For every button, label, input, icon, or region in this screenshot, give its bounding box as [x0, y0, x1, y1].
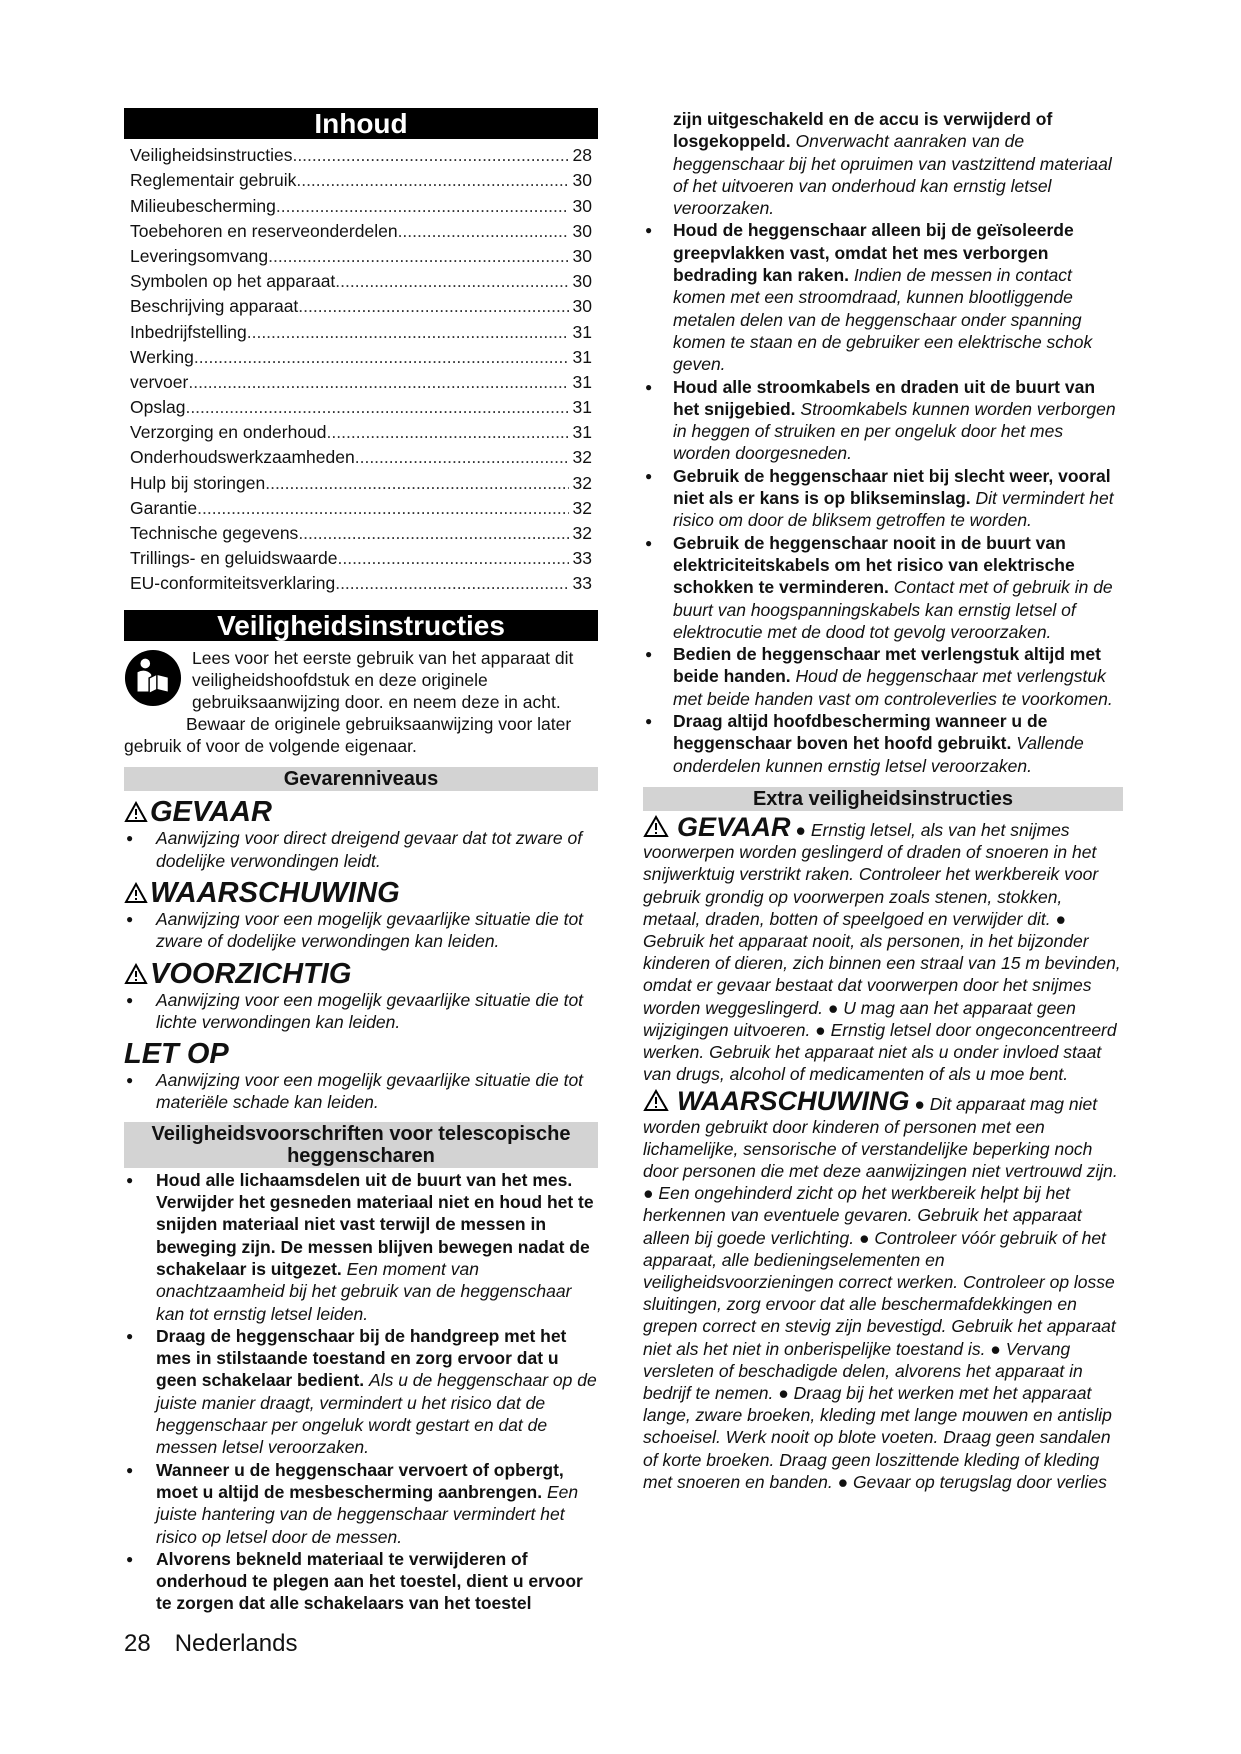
rule-bold: Houd alle lichaamsdelen uit de buurt van het mes. Verwijder het gesneden materiaal niet en houd het te snijden materiaal niet vast terwijl de messen in beweging zijn. De messen blijven bewegen nadat de schakelaar is uitgezet. — [156, 1169, 594, 1279]
rules-list-right — [643, 219, 1123, 776]
extra-waarschuwing-text: ● Dit apparaat mag niet worden gebruikt door kinderen of personen met een lichamelijke, sensorische of verstandelijke beperking noch door personen die met deze aanwijzingen niet vertrouwd zijn. ● Een ongehinderd zicht op het werkbereik helpt bij het herkennen van eventuele gevaren. Gebruik het apparaat alleen bij goede verlichting. ● Controleer vóór gebruik of het apparaat, alle bedieningselementen en veiligheidsvoorzieningen correct werken. Controleer op losse sluitingen, zorg ervoor dat alle beschermafdekkingen en grepen correct en stevig zijn bevestigd. Gebruik het apparaat niet als het niet in onberispelijke toestand is. ● Vervang versleten of beschadigde delen, alvorens het apparaat in bedrijf te nemen. ● Draag bij het werken met het apparaat lange, zware broeken, kleding met lange mouwen en antislip schoeisel. Werk nooit op blote voeten. Draag geen sandalen of korte broeken. Draag geen loszittende kleding of kleding met snoeren en banden. ● Gevaar op terugslag door verlies — [643, 1094, 1118, 1492]
continued-bold: zijn uitgeschakeld en de accu is verwijderd of losgekoppeld. — [673, 109, 1053, 152]
toc-page: 31 — [572, 422, 592, 443]
toc-leader — [398, 219, 569, 244]
rule-item — [124, 1459, 598, 1548]
rule-bold: Houd alle stroomkabels en draden uit de buurt van het snijgebied. — [673, 376, 1096, 419]
intro-text-a: Lees voor het eerste gebruik van het apparaat dit veiligheidshoofdstuk en deze originele gebruiksaanwijzing door. en neem deze in acht. — [192, 648, 574, 713]
toc-page: 30 — [572, 170, 592, 191]
continued-item — [643, 108, 1123, 219]
rule-bold: Draag altijd hoofdbescherming wanneer u de heggenschaar boven het hoofd gebruikt. — [673, 711, 1048, 754]
toc-entry[interactable] — [130, 370, 592, 395]
safety-intro — [124, 645, 598, 757]
page-number: 28 — [124, 1630, 151, 1657]
warning-triangle-icon — [124, 801, 148, 823]
rule-italic: Vallende onderdelen kunnen ernstig letsel veroorzaken. — [673, 733, 1084, 776]
toc-entry[interactable] — [130, 294, 592, 319]
toc-label: Beschrijving apparaat — [130, 296, 299, 317]
toc-page: 33 — [572, 548, 592, 569]
rule-bold: Alvorens bekneld materiaal te verwijderen of onderhoud te plegen aan het toestel, dient u ervoor te zorgen dat alle schakelaars van het toestel — [156, 1548, 583, 1614]
toc-label: Hulp bij storingen — [130, 472, 266, 493]
toc-page: 30 — [572, 296, 592, 317]
toc-entry[interactable] — [130, 420, 592, 445]
toc-label: vervoer — [130, 371, 189, 392]
toc-entry[interactable] — [130, 470, 592, 495]
rule-item — [643, 532, 1123, 643]
toc-page: 30 — [572, 245, 592, 266]
rule-bold: Wanneer u de heggenschaar vervoert of opbergt, moet u altijd de mesbescherming aanbrengen. — [156, 1459, 564, 1502]
toc-leader — [185, 395, 568, 420]
toc-page: 32 — [572, 497, 592, 518]
toc-entry[interactable] — [130, 546, 592, 571]
toc-leader — [247, 320, 569, 345]
warning-triangle-icon — [124, 963, 148, 985]
toc-leader — [197, 496, 568, 521]
toc-list — [130, 143, 592, 596]
rule-bold: Houd de heggenschaar alleen bij de geïsoleerde greepvlakken vast, omdat het mes verborgen bedrading kan raken. — [673, 220, 1074, 286]
toc-leader — [296, 168, 568, 193]
toc-page: 30 — [572, 195, 592, 216]
hazard-label: LET OP — [124, 1038, 229, 1071]
toc-label: Reglementair gebruik — [130, 170, 297, 191]
toc-label: Leveringsomvang — [130, 245, 269, 266]
toc-entry[interactable] — [130, 193, 592, 218]
toc-entry[interactable] — [130, 219, 592, 244]
extra-gevaar-label: GEVAAR — [677, 811, 791, 842]
toc-leader — [188, 370, 568, 395]
toc-page: 32 — [572, 523, 592, 543]
intro-text-b: Bewaar de originele gebruiksaanwijzing voor later gebruik of voor de volgende eigenaar. — [124, 714, 572, 757]
toc-leader — [298, 294, 568, 319]
toc-page: 28 — [572, 145, 592, 166]
toc-label: Toebehoren en reserveonderdelen — [130, 220, 398, 241]
toc-label: Onderhoudswerkzaamheden — [130, 447, 355, 468]
warning-triangle-icon — [643, 815, 669, 838]
extra-gevaar — [643, 811, 1123, 1085]
toc-page: 31 — [572, 321, 592, 342]
hazard-description: ● Aanwijzing voor direct dreigend gevaar dat tot zware of dodelijke verwondingen leidt. — [124, 827, 598, 872]
toc-page: 30 — [572, 220, 592, 241]
rules-list-left — [124, 1169, 598, 1615]
toc-page: 31 — [572, 397, 592, 418]
hazard-heading — [124, 959, 598, 989]
page-footer — [124, 1630, 321, 1658]
rule-bold: Bedien de heggenschaar met verlengstuk altijd met beide handen. — [673, 644, 1101, 687]
rule-item — [643, 710, 1123, 777]
extra-gevaar-text: ● Ernstig letsel, als van het snijmes voorwerpen worden geslingerd of draden of snoeren in het snijwerktuig verstrikt raken. Controleer het werkbereik voor gebruik grondig op voorwerpen zoals stenen, stokken, metaal, draden, botten of speelgoed en verwijder dit. ● Gebruik het apparaat nooit, als personen, in het bijzonder kinderen of dieren, zich binnen een straal van 15 m bevinden, omdat er gevaar bestaat dat voorwerpen door het snijmes worden weggeslingerd. ● U mag aan het apparaat geen wijzigingen uitvoeren. ● Ernstig letsel door ongeconcentreerd werken. Gebruik het apparaat niet als u onder invloed staat van drugs, alcohol of medicamenten of als u moe bent. — [643, 819, 1121, 1085]
rule-bold: Draag de heggenschaar bij de handgreep met het mes in stilstaande toestand en zorg ervoor dat u geen schakelaar bedient. — [156, 1325, 567, 1391]
toc-label: Opslag — [130, 397, 186, 418]
toc-page: 30 — [572, 271, 592, 292]
right-column — [643, 108, 1123, 1493]
hazard-heading — [124, 1039, 598, 1069]
toc-entry[interactable] — [130, 168, 592, 193]
toc-leader — [327, 420, 569, 445]
toc-label: EU-conformiteitsverklaring — [130, 573, 336, 594]
extra-title: Extra veiligheidsinstructies — [643, 787, 1123, 811]
extra-waarschuwing — [643, 1086, 1123, 1493]
rule-italic: Als u de heggenschaar op de juiste manier draagt, vermindert u het risico dat de heggenschaar per ongeluk wordt gestart en dat de messen letsel veroorzaken. — [156, 1370, 597, 1458]
rule-item — [124, 1325, 598, 1459]
hazard-description: ● Aanwijzing voor een mogelijk gevaarlijke situatie die tot zware of dodelijke verwondingen kan leiden. — [124, 908, 598, 953]
levels-list — [124, 797, 598, 1113]
toc-leader — [276, 194, 569, 219]
toc-leader — [335, 269, 568, 294]
toc-label: Milieubescherming — [130, 195, 276, 216]
toc-entry[interactable] — [130, 521, 592, 546]
hazard-label: GEVAAR — [150, 796, 272, 829]
toc-entry[interactable] — [130, 143, 592, 168]
rule-italic: Een moment van onachtzaamheid bij het gebruik van de heggenschaar kan tot ernstig letsel leiden. — [156, 1258, 572, 1324]
toc-leader — [335, 571, 568, 596]
toc-leader — [338, 546, 569, 571]
toc-label: Verzorging en onderhoud — [130, 422, 327, 443]
hazard-label: WAARSCHUWING — [150, 876, 400, 909]
toc-leader — [265, 471, 568, 496]
rule-item — [124, 1169, 598, 1325]
toc-page: 33 — [572, 573, 592, 594]
toc-label: Trillings- en geluidswaarde — [130, 548, 338, 569]
toc-page: 31 — [572, 371, 592, 392]
toc-entry[interactable] — [130, 445, 592, 470]
rule-bold: Gebruik de heggenschaar nooit in de buurt van elektriciteitskabels om het risico van elektrische schokken te verminderen. — [673, 532, 1075, 598]
toc-leader — [355, 445, 569, 470]
toc-label: Garantie — [130, 497, 198, 518]
read-manual-icon — [124, 649, 182, 707]
warning-triangle-icon — [643, 1089, 669, 1112]
toc-page: 32 — [572, 472, 592, 493]
left-column — [124, 108, 598, 1615]
rule-item — [643, 219, 1123, 375]
toc-entry[interactable] — [130, 269, 592, 294]
toc-entry[interactable] — [130, 345, 592, 370]
hazard-description: ● Aanwijzing voor een mogelijk gevaarlijke situatie die tot materiële schade kan leiden. — [124, 1069, 598, 1114]
toc-label: Symbolen op het apparaat — [130, 271, 336, 292]
continued-italic: Onverwacht aanraken van de heggenschaar bij het opruimen van vastzittend materiaal of het uitvoeren van onderhoud kan ernstig letsel veroorzaken. — [673, 131, 1112, 219]
rule-italic: Dit vermindert het risico om door de bliksem getroffen te worden. — [673, 488, 1114, 531]
toc-entry[interactable] — [130, 496, 592, 521]
toc-page: 31 — [572, 346, 592, 367]
toc-leader — [298, 521, 568, 546]
toc-entry[interactable] — [130, 319, 592, 344]
rule-italic: Houd de heggenschaar met verlengstuk met beide handen vast om controleverlies te voorkomen. — [673, 666, 1113, 709]
rule-italic: Stroomkabels kunnen worden verborgen in heggen of struiken en per ongeluk door het mes worden doorgesneden. — [673, 398, 1116, 464]
warning-triangle-icon — [124, 882, 148, 904]
toc-page: 32 — [572, 447, 592, 468]
rules-title: Veiligheidsvoorschriften voor telescopische heggenscharen — [124, 1122, 598, 1168]
toc-label: Veiligheidsinstructies — [130, 145, 293, 166]
toc-leader — [194, 345, 569, 370]
rule-italic: Indien de messen in contact komen met een stroomdraad, kunnen blootliggende metalen delen van de heggenschaar onder spanning komen te staan en de gebruiker een elektrische schok geven. — [673, 265, 1093, 375]
rule-item — [643, 465, 1123, 532]
hazard-heading — [124, 797, 598, 827]
hazard-label: VOORZICHTIG — [150, 957, 352, 990]
rule-italic: Een juiste hantering van de heggenschaar vermindert het risico op letsel door de messen. — [156, 1481, 579, 1547]
toc-entry[interactable] — [130, 244, 592, 269]
hazard-description: ● Aanwijzing voor een mogelijk gevaarlijke situatie die tot lichte verwondingen kan leiden. — [124, 989, 598, 1034]
safety-title: Veiligheidsinstructies — [124, 610, 598, 641]
rule-item — [643, 376, 1123, 465]
toc-label: Inbedrijfstelling — [130, 321, 247, 342]
toc-entry[interactable] — [130, 571, 592, 596]
extra-waarschuwing-label: WAARSCHUWING — [677, 1086, 910, 1117]
toc-title: Inhoud — [124, 108, 598, 139]
hazard-heading — [124, 878, 598, 908]
toc-label: Werking — [130, 346, 194, 367]
rule-italic: Contact met of gebruik in de buurt van hoogspanningskabels kan ernstig letsel of elektrocutie met de dood tot gevolg veroorzaken. — [673, 577, 1113, 642]
rule-item — [124, 1548, 598, 1615]
toc-label: Technische gegevens — [130, 523, 299, 543]
footer-language: Nederlands — [174, 1630, 298, 1657]
levels-title: Gevarenniveaus — [124, 767, 598, 791]
toc-entry[interactable] — [130, 395, 592, 420]
toc-leader — [268, 244, 568, 269]
rule-bold: Gebruik de heggenschaar niet bij slecht weer, vooral niet als er kans is op blikseminslag. — [673, 465, 1111, 509]
rule-item — [643, 643, 1123, 710]
toc-leader — [292, 143, 568, 168]
